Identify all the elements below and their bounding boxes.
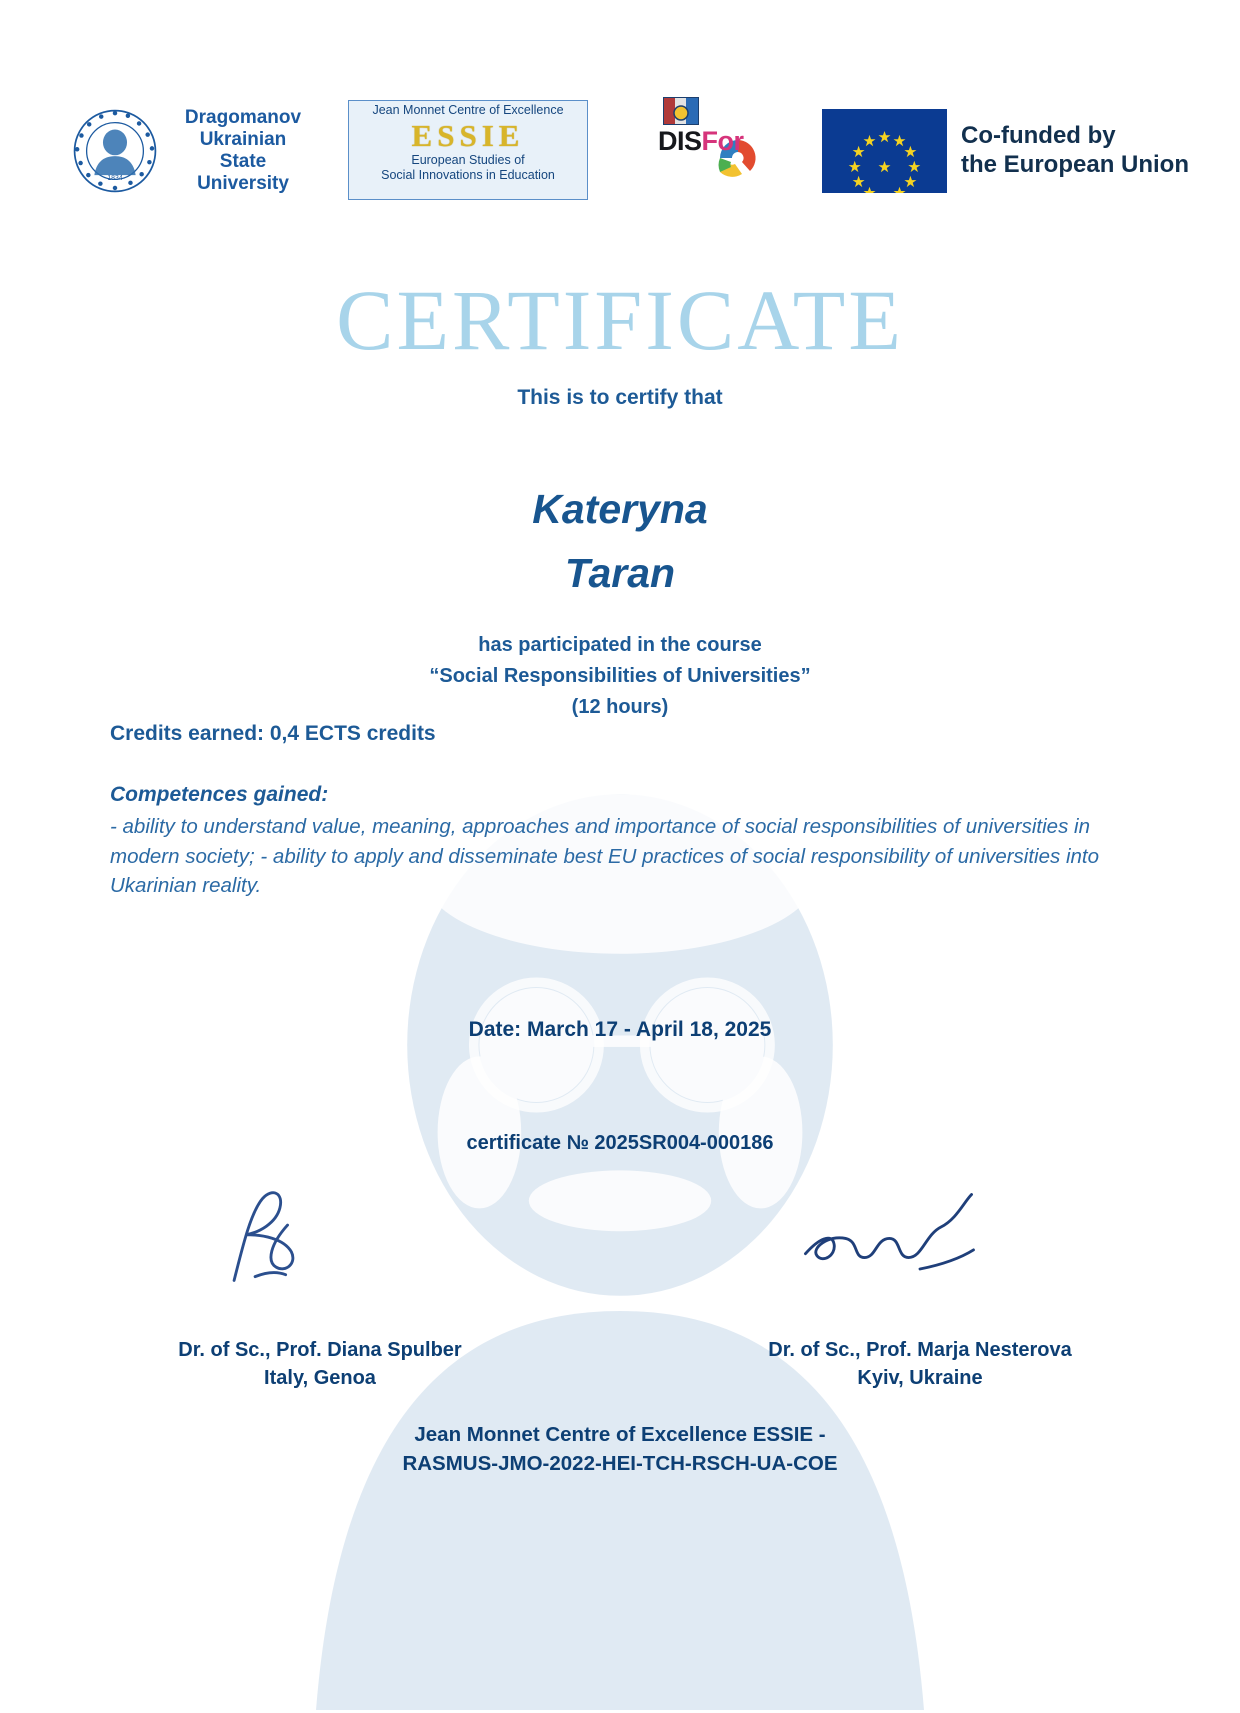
dragomanov-university-logo: [72, 96, 332, 206]
dsu-line-3: State: [219, 151, 267, 172]
course-name: “Social Responsibilities of Universities”: [429, 665, 811, 687]
credits-earned: Credits earned: 0,4 ECTS credits: [110, 722, 436, 745]
dsu-line-4: University: [197, 173, 289, 195]
essie-logo: [348, 100, 588, 200]
certificate-number: certificate № 2025SR004-000186: [466, 1132, 774, 1154]
certificate-subtitle: This is to certify that: [517, 386, 723, 409]
footer-line-1: Jean Monnet Centre of Excellence ESSIE -: [414, 1423, 826, 1446]
recipient-name: [0, 478, 1240, 605]
essie-acronym: ESSIE: [411, 117, 525, 153]
certificate-title: CERTIFICATE: [336, 272, 904, 368]
dsu-line-1: Dragomanov: [184, 106, 302, 128]
competences-heading: Competences gained:: [110, 783, 329, 806]
competences-body: - ability to understand value, meaning, approaches and importance of social responsibilities of universities in modern society; - ability to apply and disseminate best EU practices of social responsibility of universities into Ukarinian reality.: [110, 815, 1100, 898]
disfor-logo: [650, 96, 780, 196]
signature-left-location: Italy, Genoa: [264, 1367, 376, 1390]
dsu-line-2: Ukrainian: [199, 128, 287, 150]
footer-line-2: RASMUS-JMO-2022-HEI-TCH-RSCH-UA-COE: [402, 1452, 838, 1476]
eu-flag-icon: [822, 109, 947, 193]
signature-block-left: [150, 1185, 490, 1392]
signature-diana-spulber: [190, 1185, 450, 1290]
essie-subtitle-line-1: European Studies of: [411, 153, 525, 168]
eu-text-line-2: the European Union: [961, 151, 1189, 178]
signature-left-name: Dr. of Sc., Prof. Diana Spulber: [178, 1339, 462, 1361]
course-hours: (12 hours): [571, 696, 669, 718]
disfor-text-dis: DIS: [658, 126, 702, 156]
date-line: Date: March 17 - April 18, 2025: [468, 1018, 772, 1041]
signature-right-location: Kyiv, Ukraine: [857, 1367, 983, 1390]
logo-bar: [0, 96, 1240, 211]
eu-text-line-1: Co-funded by: [961, 122, 1116, 150]
signature-marja-nesterova: [770, 1185, 1070, 1290]
recipient-first-name: Kateryna: [532, 486, 708, 532]
seal-year: 1834: [107, 175, 123, 183]
footer: [0, 1420, 1240, 1478]
essie-logo-top-text: Jean Monnet Centre of Excellence: [372, 103, 564, 117]
signature-block-right: [740, 1185, 1100, 1392]
dsu-logo-text: [168, 107, 318, 195]
eu-cofunded-logo: [822, 106, 1189, 196]
disfor-text-for: For: [701, 126, 744, 156]
signature-right-name: Dr. of Sc., Prof. Marja Nesterova: [768, 1339, 1072, 1361]
recipient-last-name: Taran: [564, 549, 676, 596]
essie-subtitle-line-2: Social Innovations in Education: [381, 168, 555, 183]
disfor-wordmark: [658, 126, 744, 157]
participation-line: has participated in the course: [478, 634, 762, 656]
eu-cofunded-text: [961, 122, 1189, 180]
course-block: [0, 630, 1240, 723]
university-seal-icon: [72, 108, 158, 194]
